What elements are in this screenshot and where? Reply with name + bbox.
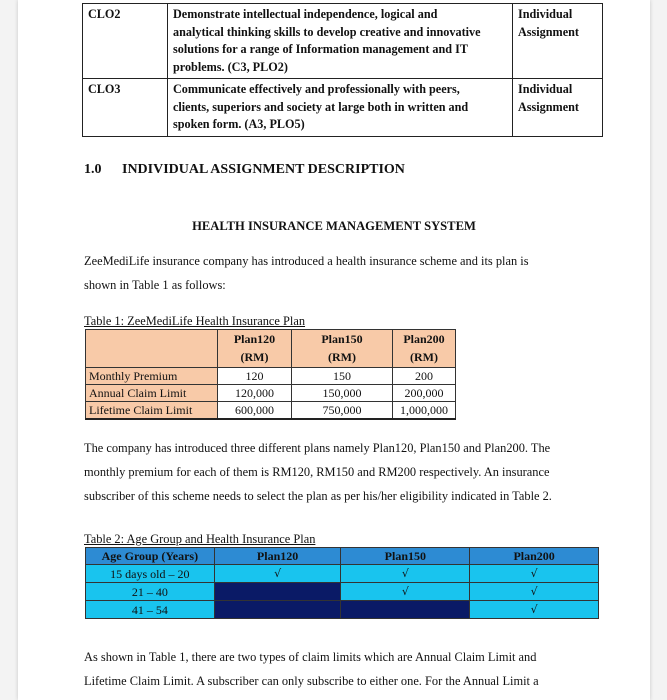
ineligible-cell xyxy=(214,583,341,601)
table-row xyxy=(86,601,599,619)
clo-row xyxy=(83,4,603,79)
paragraph-line: The company has introduced three different plans namely Plan120, Plan150 and Plan200. The xyxy=(84,441,551,455)
table-header-row xyxy=(86,548,599,565)
table-header-cell: Plan150 xyxy=(341,548,470,565)
table-header-cell: Age Group (Years) xyxy=(86,548,215,565)
table-header-cell: Plan200 xyxy=(393,330,456,348)
table-header-cell: Plan120 xyxy=(214,548,341,565)
age-group-table xyxy=(85,547,599,619)
section-heading xyxy=(84,162,405,178)
clo-assessment-line: Assignment xyxy=(518,99,579,114)
paragraph-line: As shown in Table 1, there are two types of claim limits which are Annual Claim Limit and xyxy=(84,650,537,664)
clo-description-line: Communicate effectively and professionally with peers, xyxy=(173,82,460,96)
table-cell: 600,000 xyxy=(218,402,292,420)
table-cell: 750,000 xyxy=(292,402,393,420)
eligibility-cell xyxy=(470,565,599,583)
plans-paragraph xyxy=(84,436,603,508)
clo-description-line: analytical thinking skills to develop creative and innovative xyxy=(173,24,481,39)
table-cell: 120 xyxy=(218,368,292,385)
table-cell: 200,000 xyxy=(393,385,456,402)
plan-table xyxy=(85,329,456,420)
ineligible-cell xyxy=(214,601,341,619)
claims-paragraph xyxy=(84,645,603,693)
clo-row xyxy=(83,79,603,137)
intro-paragraph xyxy=(84,249,603,297)
section-number: 1.0 xyxy=(84,162,102,177)
table-header-unit: (RM) xyxy=(292,347,393,368)
clo-assessment-line: Individual xyxy=(518,82,573,96)
table-cell: 200 xyxy=(393,368,456,385)
section-title: INDIVIDUAL ASSIGNMENT DESCRIPTION xyxy=(122,162,405,177)
age-group-cell: 21 – 40 xyxy=(86,583,215,601)
table-header-row xyxy=(86,330,456,348)
table-header-unit: (RM) xyxy=(393,347,456,368)
row-label: Monthly Premium xyxy=(86,368,218,385)
table-header-cell: Plan120 xyxy=(218,330,292,348)
clo-description-line: problems. (C3, PLO2) xyxy=(173,59,288,74)
check-icon: √ xyxy=(530,585,538,598)
table-corner-cell xyxy=(86,347,218,368)
check-icon: √ xyxy=(401,585,409,598)
row-label: Lifetime Claim Limit xyxy=(86,402,218,420)
check-icon: √ xyxy=(530,603,538,616)
eligibility-cell xyxy=(341,565,470,583)
eligibility-cell xyxy=(341,583,470,601)
table2-caption: Table 2: Age Group and Health Insurance Plan xyxy=(84,532,316,546)
document-page xyxy=(18,0,650,700)
table-cell: 1,000,000 xyxy=(393,402,456,420)
table-cell: 150,000 xyxy=(292,385,393,402)
check-icon: √ xyxy=(401,567,409,580)
clo-id: CLO2 xyxy=(83,4,168,79)
clo-description-line: spoken form. (A3, PLO5) xyxy=(173,117,305,131)
clo-assessment xyxy=(513,4,603,79)
clo-description xyxy=(168,79,513,137)
table-cell: 150 xyxy=(292,368,393,385)
table-corner-cell xyxy=(86,330,218,348)
table-header-unit-row xyxy=(86,347,456,368)
table-row xyxy=(86,583,599,601)
paragraph-line: shown in Table 1 as follows: xyxy=(84,278,226,292)
check-icon: √ xyxy=(274,567,282,580)
clo-description-line: solutions for a range of Information management and IT xyxy=(173,42,468,56)
clo-assessment-line: Assignment xyxy=(518,24,579,39)
check-icon: √ xyxy=(530,567,538,580)
row-label: Annual Claim Limit xyxy=(86,385,218,402)
paragraph-line: ZeeMediLife insurance company has introduced a health insurance scheme and its plan is xyxy=(84,254,529,268)
clo-assessment-line: Individual xyxy=(518,7,573,21)
clo-description xyxy=(168,4,513,79)
clo-table xyxy=(82,3,603,137)
table-header-unit: (RM) xyxy=(218,347,292,368)
clo-description-line: Demonstrate intellectual independence, logical and xyxy=(173,7,438,21)
paragraph-line: subscriber of this scheme needs to select the plan as per his/her eligibility indicated in Table 2. xyxy=(84,489,552,503)
ineligible-cell xyxy=(341,601,470,619)
table-header-cell: Plan150 xyxy=(292,330,393,348)
table-header-cell: Plan200 xyxy=(470,548,599,565)
clo-description-line: clients, superiors and society at large both in written and xyxy=(173,99,469,114)
age-group-cell: 41 – 54 xyxy=(86,601,215,619)
eligibility-cell xyxy=(214,565,341,583)
age-group-cell: 15 days old – 20 xyxy=(86,565,215,583)
table-cell: 120,000 xyxy=(218,385,292,402)
document-subtitle: HEALTH INSURANCE MANAGEMENT SYSTEM xyxy=(192,219,476,233)
table-row xyxy=(86,402,456,420)
table-row xyxy=(86,385,456,402)
table1-caption: Table 1: ZeeMediLife Health Insurance Plan xyxy=(84,314,306,328)
paragraph-line: monthly premium for each of them is RM120, RM150 and RM200 respectively. An insurance xyxy=(84,465,550,479)
clo-id: CLO3 xyxy=(83,79,168,137)
table-row xyxy=(86,368,456,385)
table-row xyxy=(86,565,599,583)
eligibility-cell xyxy=(470,583,599,601)
paragraph-line: Lifetime Claim Limit. A subscriber can only subscribe to either one. For the Annual Limit a xyxy=(84,674,539,688)
clo-assessment xyxy=(513,79,603,137)
eligibility-cell xyxy=(470,601,599,619)
